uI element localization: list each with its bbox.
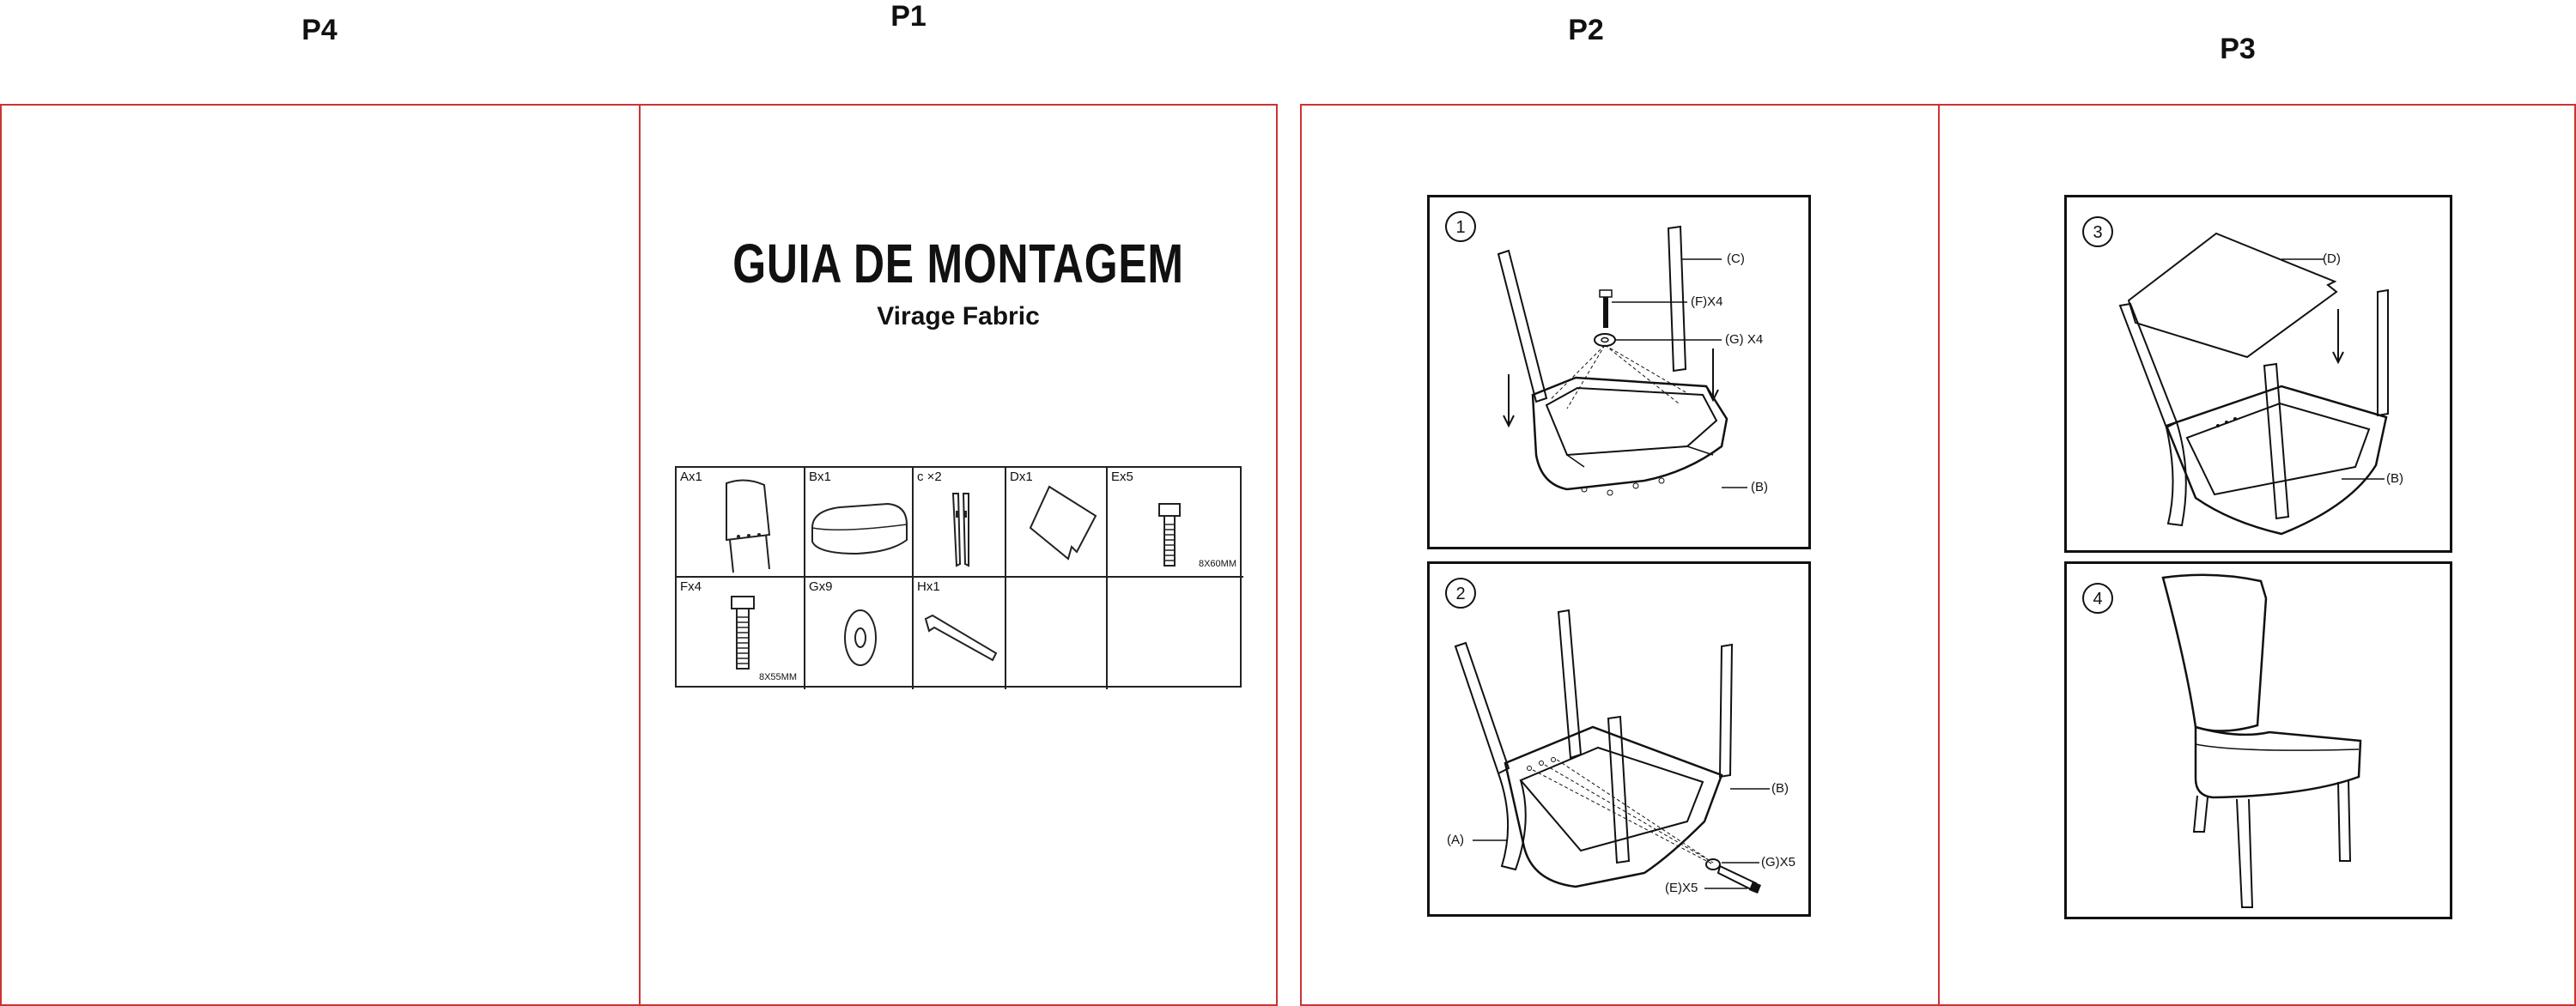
part-cell-h <box>914 578 1006 689</box>
part-cell-f <box>677 578 805 689</box>
part-label: c ×2 <box>917 470 942 484</box>
step-4-illustration <box>2067 564 2455 922</box>
step-2-illustration <box>1430 564 1814 919</box>
bolt-icon <box>677 578 805 689</box>
chair-back-icon <box>677 468 805 578</box>
part-label: Bx1 <box>809 470 831 484</box>
part-cell-e <box>1108 468 1243 578</box>
callout-d: (D) <box>2323 252 2341 266</box>
step-2-box <box>1427 561 1811 917</box>
part-label: Fx4 <box>680 579 702 594</box>
part-label: Hx1 <box>917 579 940 594</box>
part-cell-g <box>805 578 914 689</box>
page-label-p4: P4 <box>301 14 337 46</box>
step-3-box <box>2064 195 2452 553</box>
step-3-illustration <box>2067 197 2455 555</box>
fabric-sheet-icon <box>1006 468 1108 578</box>
part-cell-a <box>677 468 805 578</box>
cover-title: GUIA DE MONTAGEM <box>732 233 1184 294</box>
part-label: Ax1 <box>680 470 702 484</box>
callout-c: (C) <box>1727 252 1745 266</box>
bolt-icon <box>1108 468 1243 578</box>
callout-b: (B) <box>1751 480 1768 494</box>
callout-e: (E)X5 <box>1665 881 1698 895</box>
part-label: Dx1 <box>1010 470 1033 484</box>
cover-subtitle: Virage Fabric <box>877 302 1040 330</box>
part-cell-c <box>914 468 1006 578</box>
parts-table <box>675 466 1242 688</box>
svg-text:3: 3 <box>2093 223 2103 242</box>
part-cell-d <box>1006 468 1108 578</box>
page-label-p3: P3 <box>2220 33 2256 65</box>
part-cell-b <box>805 468 914 578</box>
callout-f: (F)X4 <box>1691 294 1723 309</box>
step-1-illustration <box>1430 197 1814 552</box>
legs-pair-icon <box>914 468 1006 578</box>
part-cell-empty-1 <box>1006 578 1108 689</box>
part-dimension: 8X60MM <box>1198 559 1236 569</box>
callout-g: (G) X4 <box>1725 332 1764 347</box>
svg-text:4: 4 <box>2093 590 2103 609</box>
callout-g: (G)X5 <box>1761 855 1796 870</box>
allen-key-icon <box>914 578 1006 689</box>
callout-b: (B) <box>2386 471 2403 486</box>
seat-cushion-icon <box>805 468 914 578</box>
step-1-box <box>1427 195 1811 549</box>
part-dimension: 8X55MM <box>758 672 797 682</box>
page-label-p1: P1 <box>890 0 927 33</box>
part-label: Gx9 <box>809 579 833 594</box>
part-cell-empty-2 <box>1108 578 1243 689</box>
panel-p4 <box>0 104 641 1006</box>
callout-b: (B) <box>1771 781 1789 796</box>
part-label: Ex5 <box>1111 470 1133 484</box>
callout-a: (A) <box>1447 833 1464 847</box>
page-label-p2: P2 <box>1568 14 1604 46</box>
washer-icon <box>805 578 914 689</box>
svg-text:2: 2 <box>1455 585 1466 603</box>
step-4-box <box>2064 561 2452 919</box>
svg-text:1: 1 <box>1455 218 1466 237</box>
